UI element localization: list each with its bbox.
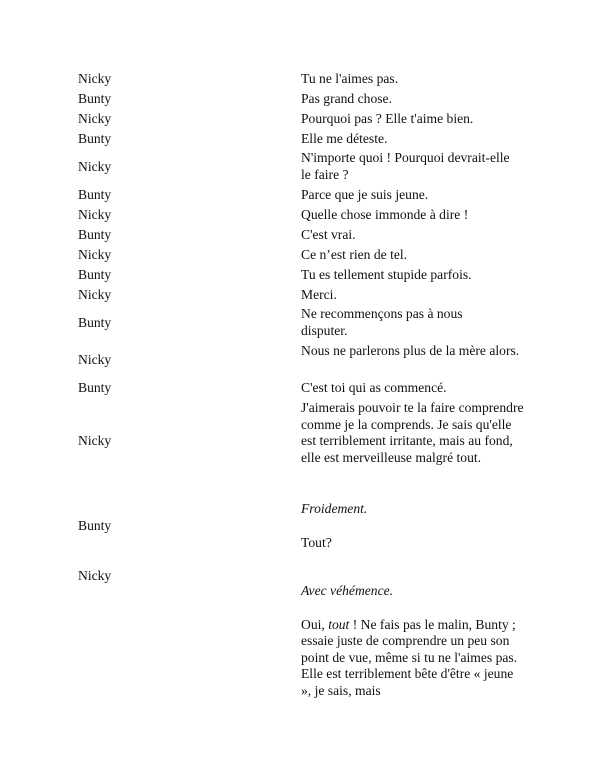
dialogue-row xyxy=(0,110,600,128)
dialogue-row xyxy=(0,343,600,377)
dialogue-row xyxy=(0,186,600,204)
speaker-name: Nicky xyxy=(78,568,112,583)
dialogue-text: ! Ne fais pas le malin, Bunty ; essaie juste de comprendre un peu son point de vue, même si tu ne l'aimes pas. Elle est terriblement bête d'être « jeune », je sais, mais xyxy=(301,616,518,698)
speaker-name: Bunty xyxy=(78,226,112,242)
dialogue-line: Nous ne parlerons plus de la mère alors. xyxy=(301,343,520,358)
dialogue-row xyxy=(0,130,600,148)
dialogue-row xyxy=(0,379,600,397)
dialogue-row xyxy=(0,400,600,484)
stage-direction: Froidement. xyxy=(301,501,368,516)
dialogue-row xyxy=(0,246,600,264)
dialogue-line: Quelle chose immonde à dire ! xyxy=(301,206,469,222)
speaker-name: Nicky xyxy=(78,286,112,302)
dialogue-row xyxy=(0,286,600,304)
emphasis-word: tout xyxy=(328,616,350,632)
dialogue-line: Elle me déteste. xyxy=(301,130,388,146)
dialogue-row xyxy=(0,206,600,224)
dialogue-line: Tout? xyxy=(301,534,332,550)
dialogue-line: Merci. xyxy=(301,286,337,302)
dialogue-row xyxy=(0,70,600,88)
speaker-name: Nicky xyxy=(78,433,112,448)
speaker-name: Bunty xyxy=(78,266,112,282)
speaker-name: Nicky xyxy=(78,159,112,174)
dialogue-row xyxy=(0,226,600,244)
dialogue-line: N'importe quoi ! Pourquoi devrait-elle le faire ? xyxy=(301,150,510,182)
speaker-name: Nicky xyxy=(78,246,112,262)
dialogue-row xyxy=(0,90,600,108)
dialogue-line: Tu es tellement stupide parfois. xyxy=(301,266,472,282)
speaker-name: Bunty xyxy=(78,315,112,330)
dialogue-block xyxy=(301,583,526,699)
speaker-name: Bunty xyxy=(78,379,112,395)
dialogue-line: Tu ne l'aimes pas. xyxy=(301,70,399,86)
dialogue-line: Ne recommençons pas à nous disputer. xyxy=(301,306,463,338)
stage-direction: Avec véhémence. xyxy=(301,583,394,598)
speaker-name: Bunty xyxy=(78,90,112,106)
dialogue-row xyxy=(0,266,600,284)
speaker-name: Bunty xyxy=(78,130,112,146)
speaker-name: Nicky xyxy=(78,206,112,222)
dialogue-block xyxy=(301,501,531,551)
speaker-name: Bunty xyxy=(78,518,112,533)
dialogue-line: Pourquoi pas ? Elle t'aime bien. xyxy=(301,110,474,126)
dialogue-line: C'est toi qui as commencé. xyxy=(301,379,447,395)
dialogue-paragraph xyxy=(301,617,526,700)
speaker-name: Bunty xyxy=(78,186,112,202)
dialogue-line: Parce que je suis jeune. xyxy=(301,186,429,202)
dialogue-line: Ce n’est rien de tel. xyxy=(301,246,408,262)
dialogue-line: Pas grand chose. xyxy=(301,90,392,106)
dialogue-text: Oui, xyxy=(301,616,329,632)
speaker-name: Nicky xyxy=(78,352,112,367)
dialogue-line: J'aimerais pouvoir te la faire comprendre comme je la comprends. Je sais qu'elle est terriblement irritante, mais au fond, elle est merveilleuse malgré tout. xyxy=(301,400,524,465)
speaker-name: Nicky xyxy=(78,110,112,126)
speaker-name: Nicky xyxy=(78,70,112,86)
dialogue-row xyxy=(0,306,600,340)
dialogue-row xyxy=(0,150,600,184)
dialogue-line: C'est vrai. xyxy=(301,226,356,242)
